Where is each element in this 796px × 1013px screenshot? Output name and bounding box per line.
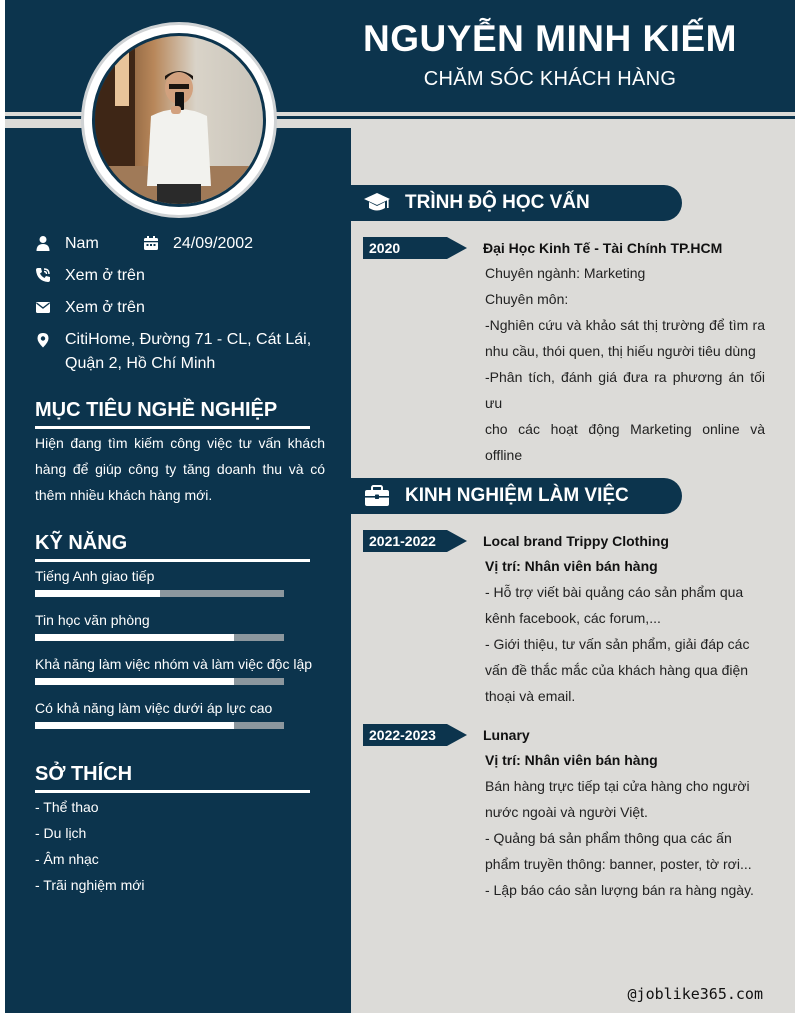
address-line2: Quận 2, Hồ Chí Minh — [65, 355, 216, 372]
objective-line: hàng để giúp công ty tăng doanh thu và có — [35, 461, 325, 477]
skill-bar — [35, 634, 284, 641]
email-value: Xem ở trên — [65, 299, 145, 316]
job-company: Local brand Trippy Clothing — [483, 533, 669, 549]
experience-title: KINH NGHIỆM LÀM VIỆC — [405, 485, 629, 506]
education-title: TRÌNH ĐỘ HỌC VẤN — [405, 192, 590, 213]
avatar — [81, 22, 277, 218]
footer-website: @joblike365.com — [627, 985, 763, 1003]
skills-title: KỸ NĂNG — [35, 532, 128, 554]
job-details — [485, 773, 765, 903]
objective-divider — [35, 426, 310, 429]
skill-bar — [35, 678, 284, 685]
education-year: 2020 — [369, 240, 401, 256]
hobby-item: - Trãi nghiệm mới — [35, 877, 145, 893]
job-company: Lunary — [483, 727, 530, 743]
education-school: Đại Học Kinh Tế - Tài Chính TP.HCM — [483, 240, 723, 256]
objective-title: MỤC TIÊU NGHỀ NGHIỆP — [35, 399, 278, 421]
hobby-item: - Thể thao — [35, 799, 99, 815]
skills-divider — [35, 559, 310, 562]
education-details — [485, 260, 765, 468]
job-line: thoại và email. — [485, 688, 576, 704]
mail-icon — [35, 299, 51, 315]
education-line: cho các hoạt động Marketing online và — [485, 421, 765, 437]
job-line: - Hỗ trợ viết bài quảng cáo sản phẩm qua — [485, 584, 744, 600]
skill-bar — [35, 590, 284, 597]
job-position: Vị trí: Nhân viên bán hàng — [485, 558, 658, 574]
job-position: Vị trí: Nhân viên bán hàng — [485, 752, 658, 768]
job-line: vấn đề thắc mắc của khách hàng qua điện — [485, 662, 749, 678]
hobbies-divider — [35, 790, 310, 793]
skill-bar-fill — [35, 634, 234, 641]
location-icon — [35, 332, 51, 348]
education-line: -Nghiên cứu và khảo sát thị trường để tìm ra — [485, 317, 765, 333]
objective-line: thêm nhiều khách hàng mới. — [35, 487, 213, 503]
cv-page — [5, 0, 795, 1013]
education-header — [351, 185, 682, 221]
hobby-item: - Du lịch — [35, 825, 87, 841]
avatar-frame — [92, 33, 266, 207]
job-details — [485, 579, 765, 709]
job-line: nước ngoài và người Việt. — [485, 804, 648, 820]
job-line: phẩm truyền thông: banner, poster, tờ rơi... — [485, 856, 752, 872]
education-line: offline — [485, 447, 523, 463]
candidate-name: NGUYỄN MINH KIẾM — [363, 18, 737, 59]
job-years: 2022-2023 — [369, 727, 436, 743]
hobby-item: - Âm nhạc — [35, 851, 99, 867]
job-line: - Lập báo cáo sản lượng bán ra hàng ngày. — [485, 882, 754, 898]
user-icon — [35, 235, 51, 251]
birthday-value: 24/09/2002 — [173, 235, 254, 252]
skill-label: Có khả năng làm việc dưới áp lực cao — [35, 700, 273, 716]
objective-text — [35, 430, 325, 508]
phone-value: Xem ở trên — [65, 267, 145, 284]
skill-bar-fill — [35, 590, 160, 597]
candidate-role: CHĂM SÓC KHÁCH HÀNG — [423, 68, 677, 90]
briefcase-icon — [363, 484, 391, 508]
calendar-icon — [143, 235, 159, 251]
skill-bar — [35, 722, 284, 729]
skill-label: Khả năng làm việc nhóm và làm việc độc lập — [35, 656, 313, 672]
gender-value: Nam — [65, 235, 99, 252]
education-line: Chuyên ngành: Marketing — [485, 265, 646, 281]
hobbies-title: SỞ THÍCH — [35, 763, 133, 785]
skill-bar-fill — [35, 722, 234, 729]
job-line: Bán hàng trực tiếp tại cửa hàng cho người — [485, 778, 750, 794]
job-line: - Giới thiệu, tư vấn sản phẩm, giải đáp các — [485, 636, 750, 652]
profile-photo — [95, 36, 263, 204]
graduation-cap-icon — [363, 191, 391, 215]
address-line1: CitiHome, Đường 71 - CL, Cát Lái, — [65, 331, 312, 348]
experience-header — [351, 478, 682, 514]
education-line: -Phân tích, đánh giá đưa ra phương án tối ưu — [485, 369, 765, 411]
phone-icon — [35, 267, 51, 283]
job-line: kênh facebook, các forum,... — [485, 610, 661, 626]
skill-label: Tiếng Anh giao tiếp — [35, 568, 155, 584]
objective-line: Hiện đang tìm kiếm công việc tư vấn khách — [35, 435, 325, 451]
education-line: Chuyên môn: — [485, 291, 569, 307]
skill-bar-fill — [35, 678, 234, 685]
skill-label: Tin học văn phòng — [35, 612, 150, 628]
job-years: 2021-2022 — [369, 533, 436, 549]
job-line: - Quảng bá sản phẩm thông qua các ấn — [485, 830, 732, 846]
education-line: nhu cầu, thói quen, thị hiếu người tiêu dùng — [485, 343, 756, 359]
